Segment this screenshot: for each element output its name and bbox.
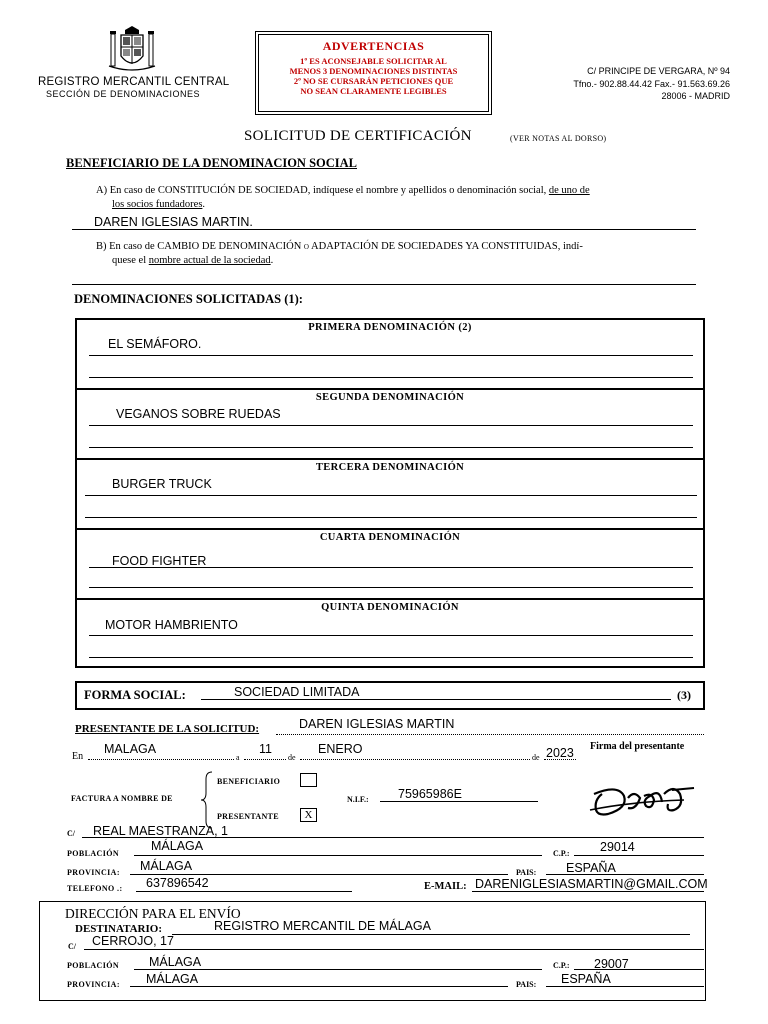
shipping-city-label: POBLACIÓN xyxy=(67,961,120,970)
date-day-line xyxy=(244,759,286,760)
shipping-country-label: PAIS: xyxy=(516,980,537,989)
address-line-2: Tfno.- 902.88.44.42 Fax.- 91.563.69.26 xyxy=(573,79,730,89)
shipping-heading: DIRECCIÓN PARA EL ENVÍO xyxy=(65,906,241,921)
phone-value[interactable]: 637896542 xyxy=(146,876,209,890)
date-month-line xyxy=(300,759,530,760)
country-label: PAIS: xyxy=(516,868,537,877)
en-label: En xyxy=(72,751,84,762)
forma-social-value[interactable]: SOCIEDAD LIMITADA xyxy=(234,685,360,699)
denomination-line-4a xyxy=(89,567,693,568)
forma-social-box xyxy=(75,681,705,710)
forma-social-line xyxy=(201,699,671,700)
presenter-name-line xyxy=(276,734,704,735)
option-b-caps: CAMBIO DE DENOMINACIÓN o ADAPTACIÓN DE SOCIEDADES YA CONSTITUIDAS xyxy=(157,241,558,252)
warnings-line-3: 2º NO SE CURSARÁN PETICIONES QUE xyxy=(293,76,454,86)
presenter-name[interactable]: DAREN IGLESIAS MARTIN xyxy=(299,717,455,731)
denomination-line-2a xyxy=(89,425,693,426)
shipping-city-value[interactable]: MÁLAGA xyxy=(149,955,202,969)
date-year-line xyxy=(544,759,576,760)
option-a-mid: , indíquese el nombre y apellidos o denominación social, xyxy=(307,185,549,196)
option-b-mid: , indí- xyxy=(557,241,583,252)
presenter-checkbox[interactable]: X xyxy=(300,808,317,822)
street-value[interactable]: REAL MAESTRANZA, 1 xyxy=(93,824,228,838)
nif-value[interactable]: 75965986E xyxy=(398,787,462,801)
denomination-header-3: TERCERA DENOMINACIÓN xyxy=(315,462,465,473)
denomination-line-1a xyxy=(89,355,693,356)
option-b-text xyxy=(96,240,706,268)
cp-label: C.P.: xyxy=(553,849,570,858)
shipping-province-line xyxy=(130,986,508,987)
email-label: E-MAIL: xyxy=(424,881,467,892)
page-title: SOLICITUD DE CERTIFICACIÓN xyxy=(244,128,472,144)
denomination-header-2: SEGUNDA DENOMINACIÓN xyxy=(315,392,465,403)
option-b-prefix: B) En caso de xyxy=(96,241,158,252)
option-b-underlined: nombre actual de la sociedad xyxy=(148,255,271,266)
denomination-header-1: PRIMERA DENOMINACIÓN (2) xyxy=(308,322,472,333)
de-label-1: de xyxy=(288,753,296,762)
coat-of-arms-icon xyxy=(107,26,157,74)
warnings-line-2: MENOS 3 DENOMINACIONES DISTINTAS xyxy=(289,66,458,76)
city-line xyxy=(134,855,542,856)
option-a-line xyxy=(72,229,696,230)
email-value[interactable]: DARENIGLESIASMARTIN@GMAIL.COM xyxy=(475,877,708,891)
denomination-line-3b xyxy=(85,517,697,518)
province-line xyxy=(130,874,508,875)
option-a-underlined-1: de uno de xyxy=(548,185,590,196)
shipping-country-line xyxy=(546,986,704,987)
email-line xyxy=(472,891,704,892)
phone-line xyxy=(136,891,352,892)
shipping-cp-line xyxy=(574,969,704,970)
denomination-box-4 xyxy=(75,528,705,600)
denomination-line-1b xyxy=(89,377,693,378)
shipping-cp-label: C.P.: xyxy=(553,961,570,970)
country-value[interactable]: ESPAÑA xyxy=(566,861,616,875)
option-a-caps: CONSTITUCIÓN DE SOCIEDAD xyxy=(157,185,308,196)
title-note: (VER NOTAS AL DORSO) xyxy=(510,134,607,143)
de-label-2: de xyxy=(532,753,540,762)
denomination-header-4: CUARTA DENOMINACIÓN xyxy=(319,532,461,543)
option-a-prefix: A) En caso de xyxy=(96,185,158,196)
shipping-country-value[interactable]: ESPAÑA xyxy=(561,972,611,986)
warnings-title: ADVERTENCIAS xyxy=(322,39,425,53)
province-value[interactable]: MÁLAGA xyxy=(140,859,193,873)
option-a-value[interactable]: DAREN IGLESIAS MARTIN. xyxy=(94,215,253,229)
address-line-3: 28006 - MADRID xyxy=(661,91,730,101)
denomination-line-3a xyxy=(85,495,697,496)
date-day[interactable]: 11 xyxy=(259,742,272,756)
presenter-option-label: PRESENTANTE xyxy=(217,812,279,821)
shipping-cp-value[interactable]: 29007 xyxy=(594,957,629,971)
recipient-label: DESTINATARIO: xyxy=(75,923,162,935)
city-value[interactable]: MÁLAGA xyxy=(151,839,204,853)
denomination-line-5b xyxy=(89,657,693,658)
registry-name: REGISTRO MERCANTIL CENTRAL xyxy=(38,76,230,88)
denomination-box-1 xyxy=(75,318,705,390)
date-year[interactable]: 2023 xyxy=(546,746,574,760)
denomination-box-3 xyxy=(75,458,705,530)
warnings-box xyxy=(258,34,489,112)
recipient-value[interactable]: REGISTRO MERCANTIL DE MÁLAGA xyxy=(214,919,431,933)
nif-line xyxy=(380,801,538,802)
denomination-value-3[interactable]: BURGER TRUCK xyxy=(112,477,212,491)
registry-section: SECCIÓN DE DENOMINACIONES xyxy=(46,89,201,99)
warnings-line-4: NO SEAN CLARAMENTE LEGIBLES xyxy=(300,86,447,96)
beneficiary-option-label: BENEFICIARIO xyxy=(217,777,281,786)
warnings-line-1: 1º ES ACONSEJABLE SOLICITAR AL xyxy=(300,56,447,66)
date-month[interactable]: ENERO xyxy=(318,742,363,756)
forma-social-note: (3) xyxy=(677,688,691,702)
shipping-street-value[interactable]: CERROJO, 17 xyxy=(92,934,174,948)
denomination-value-2[interactable]: VEGANOS SOBRE RUEDAS xyxy=(116,407,281,421)
signature-image xyxy=(588,780,700,833)
denomination-box-5 xyxy=(75,598,705,668)
country-line xyxy=(546,874,704,875)
address-line-1: C/ PRINCIPE DE VERGARA, Nº 94 xyxy=(587,66,730,76)
presenter-label: PRESENTANTE DE LA SOLICITUD: xyxy=(75,723,260,735)
option-a-text xyxy=(96,184,696,212)
denomination-value-1[interactable]: EL SEMÁFORO. xyxy=(108,337,202,351)
option-b-end: . xyxy=(270,255,274,266)
shipping-street-label: C/ xyxy=(68,942,76,951)
denominations-heading: DENOMINACIONES SOLICITADAS (1): xyxy=(74,292,303,306)
phone-label: TELEFONO .: xyxy=(67,884,123,893)
street-label: C/ xyxy=(67,829,75,838)
beneficiary-checkbox[interactable] xyxy=(300,773,317,787)
recipient-line xyxy=(172,934,690,935)
shipping-city-line xyxy=(134,969,542,970)
beneficiary-heading: BENEFICIARIO DE LA DENOMINACION SOCIAL xyxy=(66,156,358,170)
cp-value[interactable]: 29014 xyxy=(600,840,635,854)
denomination-header-5: QUINTA DENOMINACIÓN xyxy=(321,602,459,613)
shipping-street-line xyxy=(84,949,704,950)
invoice-label: FACTURA A NOMBRE DE xyxy=(71,794,173,803)
denomination-value-5[interactable]: MOTOR HAMBRIENTO xyxy=(105,618,238,632)
nif-label: N.I.F.: xyxy=(347,795,369,804)
province-label: PROVINCIA: xyxy=(67,868,120,877)
date-city[interactable]: MALAGA xyxy=(104,742,157,756)
option-a-underlined-2: los socios fundadores xyxy=(112,199,203,210)
option-a-end: . xyxy=(202,199,206,210)
street-line xyxy=(82,837,704,838)
date-city-line xyxy=(88,759,234,760)
shipping-province-value[interactable]: MÁLAGA xyxy=(146,972,199,986)
option-b-line2-prefix: quese el xyxy=(112,255,149,266)
a-label: a xyxy=(236,753,240,762)
shipping-province-label: PROVINCIA: xyxy=(67,980,120,989)
denomination-value-4[interactable]: FOOD FIGHTER xyxy=(112,554,207,568)
city-label: POBLACIÓN xyxy=(67,849,120,858)
denomination-line-5a xyxy=(89,635,693,636)
denomination-line-4b xyxy=(89,587,693,588)
option-b-line xyxy=(72,284,696,285)
signature-label: Firma del presentante xyxy=(590,741,685,752)
forma-social-label: FORMA SOCIAL: xyxy=(84,688,186,702)
denomination-box-2 xyxy=(75,388,705,460)
denomination-line-2b xyxy=(89,447,693,448)
cp-line xyxy=(574,855,704,856)
